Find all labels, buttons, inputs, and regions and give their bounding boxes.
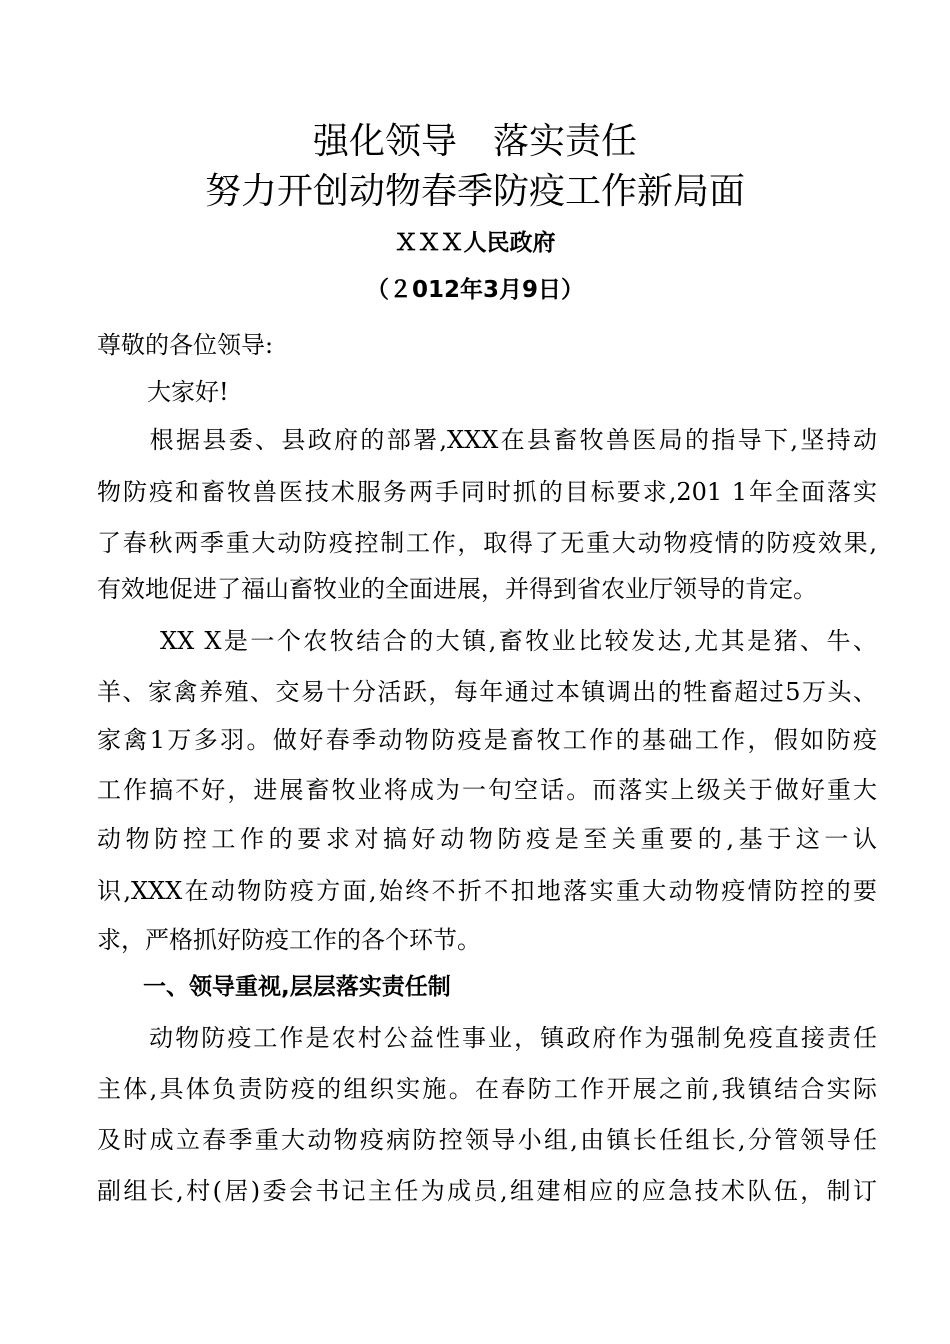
paragraph-2-line-2: 羊、家禽养殖、交易十分活跃，每年通过本镇调出的牲畜超过5万头、	[97, 678, 877, 706]
paragraph-2-line-5: 动物防控工作的要求对搞好动物防疫是至关重要的,基于这一认	[97, 825, 877, 853]
paragraph-3-line-2: 主体,具体负责防疫的组织实施。在春防工作开展之前,我镇结合实际	[97, 1075, 877, 1103]
paragraph-1-line-2: 物防疫和畜牧兽医技术服务两手同时抓的目标要求,201 1年全面落实	[97, 478, 877, 506]
greeting: 大家好!	[147, 378, 229, 406]
paragraph-2-line-1: XX X是一个农牧结合的大镇,畜牧业比较发达,尤其是猪、牛、	[97, 627, 877, 655]
issuing-organization: ＸＸＸ人民政府	[394, 230, 556, 256]
paragraph-2-line-7: 求，严格抓好防疫工作的各个环节。	[97, 926, 481, 954]
paragraph-2-line-4: 工作搞不好，进展畜牧业将成为一句空话。而落实上级关于做好重大	[97, 776, 877, 804]
section-1-heading: 一、领导重视,层层落实责任制	[97, 974, 451, 1000]
paragraph-1-line-1: 根据县委、县政府的部署,XXX在县畜牧兽医局的指导下,坚持动	[97, 426, 877, 454]
paragraph-3-line-3: 及时成立春季重大动物疫病防控领导小组,由镇长任组长,分管领导任	[97, 1126, 877, 1154]
paragraph-3-line-1: 动物防疫工作是农村公益性事业，镇政府作为强制免疫直接责任	[97, 1024, 877, 1052]
document-title-line2: 努力开创动物春季防疫工作新局面	[204, 171, 745, 212]
paragraph-2-line-3: 家禽1万多羽。做好春季动物防疫是畜牧工作的基础工作，假如防疫	[97, 726, 877, 754]
document-date: （２012年3月9日）	[365, 277, 585, 303]
document-title-line1: 强化领导 落实责任	[312, 121, 637, 162]
paragraph-2-line-6: 识,XXX在动物防疫方面,始终不折不扣地落实重大动物疫情防控的要	[97, 877, 877, 905]
paragraph-3-line-4: 副组长,村(居)委会书记主任为成员,组建相应的应急技术队伍，制订	[97, 1177, 877, 1205]
salutation: 尊敬的各位领导:	[97, 331, 274, 359]
paragraph-1-line-4: 有效地促进了福山畜牧业的全面进展，并得到省农业厅领导的肯定。	[97, 575, 817, 603]
paragraph-1-line-3: 了春秋两季重大动防疫控制工作，取得了无重大动物疫情的防疫效果,	[97, 529, 877, 557]
